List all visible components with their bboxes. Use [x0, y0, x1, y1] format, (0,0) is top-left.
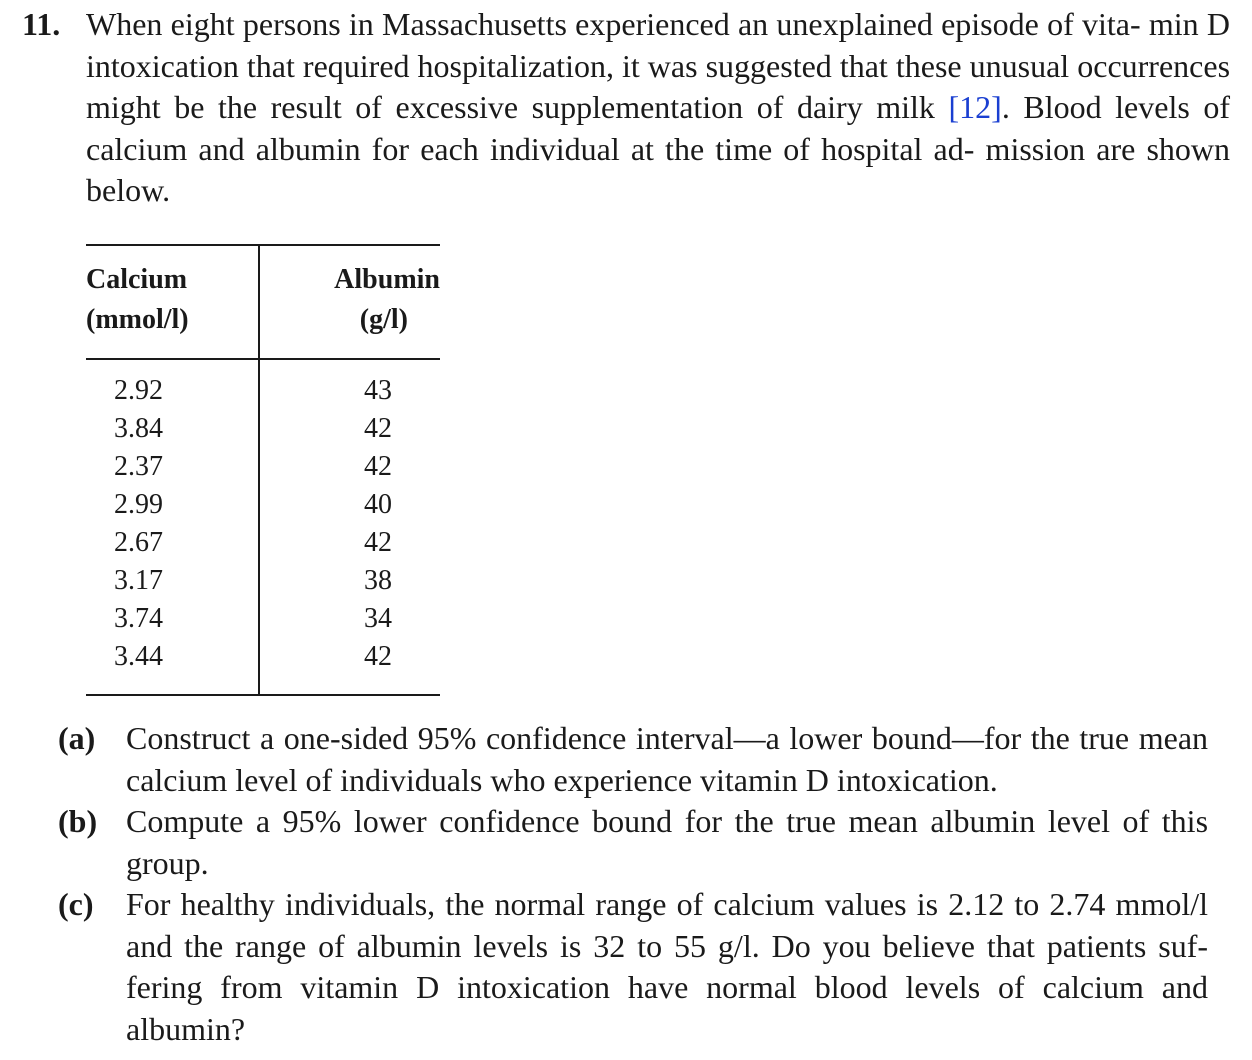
part-b: [58, 801, 1208, 884]
albumin-cell: 34: [364, 603, 392, 634]
intro-line-2: min D intoxication that required hospitalization, it was suggested that these unusual: [86, 6, 1230, 84]
albumin-cell: 40: [364, 489, 392, 520]
calcium-cell: 3.74: [86, 600, 259, 638]
calcium-cell: 3.17: [86, 562, 259, 600]
intro-line-4: Blood levels of calcium and albumin for each individual at the time of hospital ad-: [86, 89, 1231, 167]
citation-period: .: [1001, 89, 1010, 125]
calcium-cell: 2.99: [86, 486, 259, 524]
calcium-albumin-table: [86, 244, 440, 696]
table-row: [86, 359, 440, 410]
albumin-cell: 43: [364, 375, 392, 406]
intro-line-1: When eight persons in Massachusetts experienced an unexplained episode of vita-: [86, 6, 1141, 42]
calcium-cell: 2.37: [86, 448, 259, 486]
part-c-label: (c): [58, 886, 94, 922]
part-b-line-2: this group.: [126, 803, 1209, 881]
intro-line-5: mission are shown below.: [86, 130, 1231, 208]
header-calcium-unit: (mmol/l): [86, 304, 189, 335]
part-a-label: (a): [58, 720, 96, 756]
header-albumin-label: Albumin: [334, 264, 440, 295]
albumin-cell: 42: [364, 451, 392, 482]
part-b-line-1: Compute a 95% lower confidence bound for the true mean albumin level of: [126, 803, 1150, 839]
header-calcium: [86, 245, 259, 359]
problem-statement: [22, 4, 1230, 212]
part-b-label: (b): [58, 803, 98, 839]
header-calcium-label: Calcium: [86, 264, 188, 295]
table-row: [86, 524, 440, 562]
albumin-cell: 42: [364, 413, 392, 444]
header-albumin: [259, 245, 440, 359]
calcium-cell: 3.44: [86, 638, 259, 695]
table-row: [86, 486, 440, 524]
calcium-cell: 2.92: [86, 359, 259, 410]
table-row: [86, 638, 440, 695]
part-c-line-4: albumin?: [126, 1010, 246, 1047]
table-row: [86, 410, 440, 448]
part-c: [58, 884, 1208, 1050]
problem-number: 11.: [22, 6, 61, 42]
part-c-line-1: For healthy individuals, the normal range of calcium values is 2.12 to 2.74 mmol/l: [126, 886, 1208, 922]
citation-link[interactable]: [12]: [948, 89, 1002, 125]
exercise-11: [22, 4, 1231, 672]
part-c-line-3: fering from vitamin D intoxication have normal blood levels of calcium and: [126, 969, 1208, 1005]
part-c-line-2: and the range of albumin levels is 32 to 55 g/l. Do you believe that patients suf-: [126, 927, 1208, 964]
calcium-cell: 3.84: [86, 410, 259, 448]
header-albumin-unit: (g/l): [359, 304, 408, 335]
table-row: [86, 562, 440, 600]
table-row: [86, 600, 440, 638]
table-row: [86, 448, 440, 486]
part-a: [58, 718, 1208, 801]
sub-questions: [58, 718, 1208, 1050]
part-a-line-2: mean calcium level of individuals who experience vitamin D intoxication.: [126, 720, 1209, 798]
albumin-cell: 42: [364, 527, 392, 558]
part-a-line-1: Construct a one-sided 95% confidence interval—a lower bound—for the true: [126, 720, 1130, 756]
calcium-cell: 2.67: [86, 524, 259, 562]
intro-line-3: occurrences might be the result of excessive supplementation of dairy milk: [86, 47, 1231, 125]
albumin-cell: 38: [364, 565, 392, 596]
table-header-row: [86, 245, 440, 359]
albumin-cell: 42: [364, 641, 392, 672]
